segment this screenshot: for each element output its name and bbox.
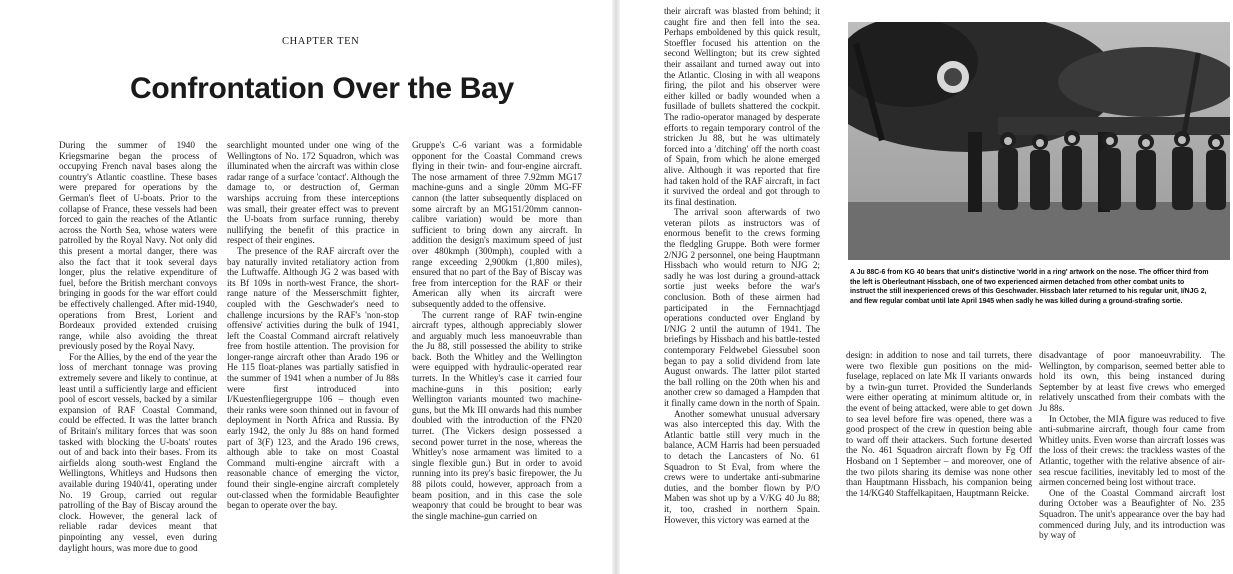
crew-photo-image	[848, 22, 1230, 260]
chapter-label: CHAPTER TEN	[282, 36, 360, 47]
crew-photo	[848, 22, 1230, 260]
paragraph: searchlight mounted under one wing of the Wellingtons of No. 172 Squadron, which was illuminated when the aircraft was within close radar range of a surface 'contact'. Although the damage to, or destruction of, German warships accruing from these interceptions was small, their greater effect was to prevent the U-boats from surface running, thereby nullifying the benefit of this practice in respect of their engines.	[227, 140, 399, 246]
caption-lead: A Ju 88C-6 from KG 40 bears that unit's distinctive 'world in a ring' artwork on the nose.	[850, 269, 1137, 276]
text-column-2	[227, 140, 399, 572]
right-page	[620, 0, 1233, 574]
text-column-5	[846, 350, 1032, 572]
text-column-3	[412, 140, 582, 572]
text-column-6	[1039, 350, 1225, 572]
paragraph: One of the Coastal Command aircraft lost during October was a Beaufighter of No. 235 Squadron. The unit's appearance over the bay had commenced during July, and its introduction was by way of	[1039, 487, 1225, 541]
paragraph: The current range of RAF twin-engine aircraft types, although appreciably slower and arguably much less manoeuvrable than the Ju 88, still possessed the ability to strike back. Both the Whitley and the Wellington were equipped with hydraulic-operated rear turrets. In the Whitley's case it carried four machine-guns in this position; early Wellington variants mounted two machine-guns, but the Mk III onwards had this number doubled with the introduction of the FN20 turret. (The Vickers design possessed a second power turret in the nose, whereas the Whitley's nose armament was limited to a single flexible gun.) But in order to avoid running into its prey's basic firepower, the Ju 88 pilots could, however, approach from a beam position, and in this case the sole weaponry that could be brought to bear was the single machine-gun carried on	[412, 309, 582, 521]
text-column-1	[59, 140, 217, 572]
text-column-4	[664, 6, 820, 572]
paragraph: The arrival soon afterwards of two veteran pilots as instructors was of enormous benefit to the crews forming the fledgling Gruppe. Both were former 2/NJG 2 personnel, one being Hauptmann Hissbach who would return to NJG 2; sadly he was lost during a ground-attack sortie just weeks before the war's conclusion. Both of these airmen had participated in the Fernnachtjagd operations conducted over England by I/NJG 2 until the autumn of 1941. The briefings by Hissbach and his battle-tested contemporary Feldwebel Giessubel soon began to pay a solid dividend from late August onwards. The latter pilot started the ball rolling on the 20th when his and another crew so damaged a Hampden that it finally came down in the north of Spain.	[664, 207, 820, 408]
left-page	[0, 0, 612, 574]
paragraph: During the summer of 1940 the Kriegsmarine began the process of occupying French naval bases along the country's Atlantic coastline. These bases were prepared for operations by the German's fleet of U-boats. Prior to the collapse of France, these vessels had been forced to gain the reaches of the Atlantic across the North Sea, whose waters were patrolled by the Royal Navy. Not only did this present a mortal danger, there was also the fact that it took several days longer, plus the relative expenditure of fuel, before the British merchant convoys bringing in goods for the war effort could be effectively challenged. After mid-1940, operations from Brest, Lorient and Bordeaux provided extended cruising range, while also avoiding the threat previously posed by the Royal Navy.	[59, 140, 217, 352]
paragraph: The presence of the RAF aircraft over the bay naturally invited retaliatory action from the Luftwaffe. Although JG 2 was based with its Bf 109s in north-west France, the short-range nature of the Messerschmitt fighter, coupled with the Geschwader's need to challenge incursions by the RAF's 'non-stop offensive' activities during the bulk of 1941, left the Coastal Command aircraft relatively free from hostile attention. The provision for longer-range aircraft other than Arado 196 or He 115 float-planes was partially satisfied in the summer of 1941 when a number of Ju 88s were first introduced into I/Kuestenfliegergruppe 106 – though even their ranks were soon thinned out in favour of deployment in North Africa and Russia. By early 1942, the only Ju 88s on hand formed part of 3(F) 123, and the Arado 196 crews, although able to take on most Coastal Command multi-engine aircraft with a reasonable chance of emerging the victor, found their single-engine aircraft completely out-classed when the formidable Beaufighter began to operate over the bay.	[227, 245, 399, 511]
paragraph: design: in addition to nose and tail turrets, there were two flexible gun positions on the mid-fuselage, replaced on late Mk II variants onwards by a twin-gun turret. Provided the Sunderlands were either operating at minimum altitude or, in the event of being attacked, were able to get down to sea level before fire was opened, there was a good prospect of the crew in question being able to ward off their attackers. Such fortune deserted the No. 461 Squadron aircraft flown by Fg Off Hosband on 1 September – and moreover, one of the two pilots sharing its demise was none other than Hauptmann Hissbach, his companion being the 14/KG40 Staffelkapitaen, Hauptmann Reicke.	[846, 350, 1032, 498]
paragraph: disadvantage of poor manoeuvrability. The Wellington, by comparison, seemed better able to hold its own, this being instanced during September by at least five crews who emerged relatively unscathed from their combats with the Ju 88s.	[1039, 350, 1225, 413]
book-gutter	[612, 0, 620, 574]
chapter-title: Confrontation Over the Bay	[130, 72, 514, 105]
caption-text: The officer third from the left is Oberleutnant Hissbach, one of two experienced airmen detached from other combat units to instruct the still inexperienced crews of this Geschwader. Hissbach later returned to his regular unit, I/NJG 2, and flew regular combat until late April 1945 when sadly he was killed during a ground-strafing sortie.	[850, 269, 1209, 305]
paragraph: For the Allies, by the end of the year the loss of merchant tonnage was proving extremely severe and likely to continue, at least until a sufficiently large and efficient pool of escort vessels, backed by a similar expansion of RAF Coastal Command, could be effected. It was the latter branch of Britain's military forces that was soon tasked with blocking the U-boats' routes out of and back into their bases. From its airfields along south-west England the Wellingtons, Whitleys and Hudsons then available during 1940/41, operating under No. 19 Group, carried out regular patrolling of the Bay of Biscay around the clock. However, the general lack of reliable radar devices meant that pinpointing any vessel, even during daylight hours, was more due to good	[59, 351, 217, 553]
photo-caption	[850, 268, 1210, 306]
paragraph: Gruppe's C-6 variant was a formidable opponent for the Coastal Command crews flying in their twin- and four-engine aircraft. The nose armament of three 7.92mm MG17 machine-guns and a single 20mm MG-FF cannon (the latter subsequently displaced on some aircraft by an MG151/20mm cannon-calibre variation) would be more than sufficient to bring down any aircraft. In addition the design's maximum speed of just over 480kmph (300mph), coupled with a range exceeding 2,900km (1,800 miles), ensured that no part of the Bay of Biscay was free from interception for the RAF or their American ally when its aircraft were subsequently added to the offensive.	[412, 140, 582, 309]
paragraph: Another somewhat unusual adversary was also intercepted this day. With the Atlantic battle still very much in the balance, ACM Harris had been persuaded to detach the Lancasters of No. 61 Squadron to St Eval, from where the crews were to undertake anti-submarine duties, and the bomber flown by P/O Maben was shot up by a V/KG 40 Ju 88; it, too, crashed in northern Spain. However, this victory was earned at the	[664, 408, 820, 525]
paragraph: In October, the MIA figure was reduced to five anti-submarine aircraft, though four came from Whitley units. Even worse than aircraft losses was the loss of their crews: the trackless wastes of the Atlantic, together with the relative absence of air-sea rescue facilities, inevitably led to most of the airmen concerned being lost without trace.	[1039, 413, 1225, 488]
paragraph: their aircraft was blasted from behind; it caught fire and then fell into the sea. Perhaps emboldened by this quick result, Stoeffler focused his attention on the second Wellington; but its crew sighted their assailant and turned away out into the Atlantic. Closing in with all weapons firing, the pilot and his observer were either killed or badly wounded when a fusillade of bullets shattered the cockpit. The radio-operator managed by desperate efforts to regain temporary control of the stricken Ju 88, but he was ultimately forced into a 'ditching' off the north coast of Spain, from which he alone emerged alive. Although it was reported that fire had taken hold of the RAF aircraft, in fact it survived the ordeal and got through to its final destination.	[664, 6, 820, 207]
